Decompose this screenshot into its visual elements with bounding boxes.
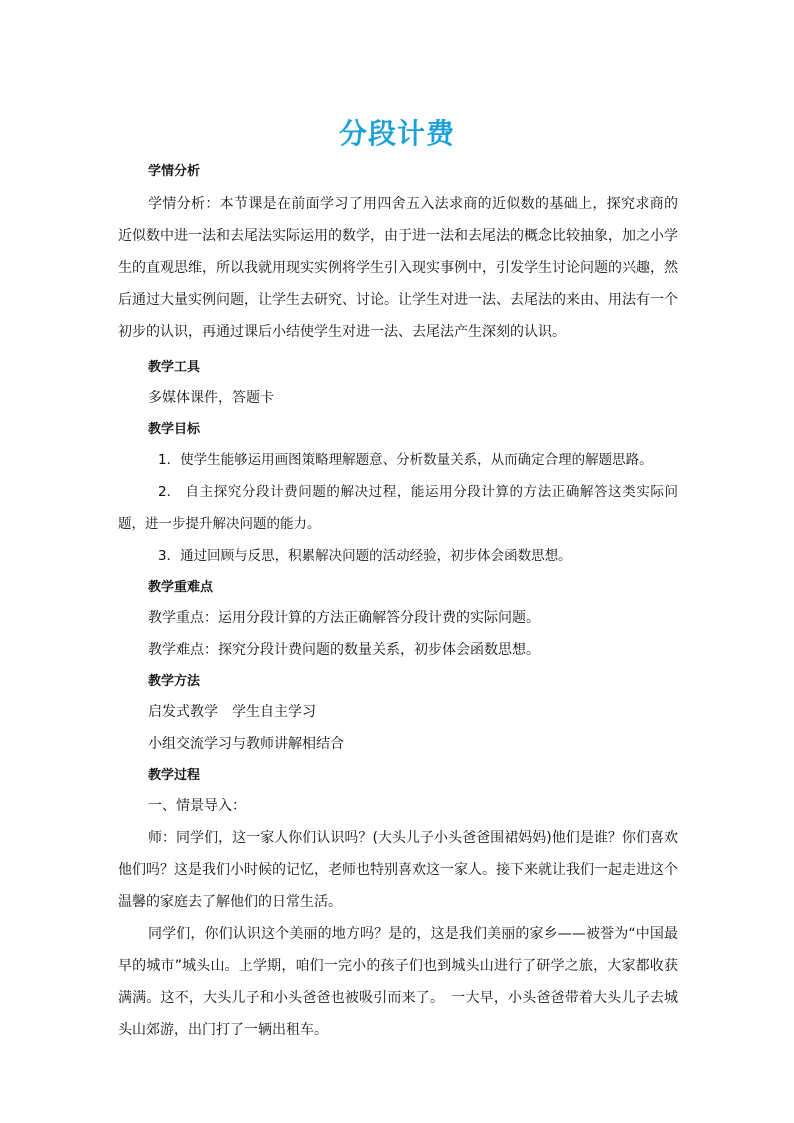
method-1: 启发式教学 学生自主学习 xyxy=(148,704,316,720)
method-2: 小组交流学习与教师讲解相结合 xyxy=(148,736,344,752)
key-point-1: 教学重点：运用分段计算的方法正确解答分段计费的实际问题。 xyxy=(148,610,540,626)
heading-analysis: 学情分析 xyxy=(148,164,201,179)
heading-tools: 教学工具 xyxy=(148,360,201,375)
process-intro-label: 一、情景导入： xyxy=(148,798,246,814)
heading-key-points: 教学重难点 xyxy=(148,580,214,595)
process-paragraph-1: 师：同学们，这一家人你们认识吗？(大头儿子小头爸爸围裙妈妈)他们是谁？你们喜欢他们吗？这是我们小时候的记忆，老师也特别喜欢这一家人。接下来就让我们一起走进这个温馨的家庭去了解他们的日常生活。 xyxy=(118,830,678,910)
document-title: 分段计费 xyxy=(338,117,455,150)
heading-methods: 教学方法 xyxy=(148,674,201,689)
process-paragraph-2: 同学们，你们认识这个美丽的地方吗？是的，这是我们美丽的家乡——被誉为“中国最早的城市”城头山。上学期，咱们一完小的孩子们也到城头山进行了研学之旅，大家都收获满满。这不，大头儿子和小头爸爸也被吸引而来了。 一大早，小头爸爸带着大头儿子去城头山郊游，出门打了一辆出租车。 xyxy=(118,926,678,1038)
document-body xyxy=(118,162,678,1046)
heading-process: 教学过程 xyxy=(148,768,201,783)
goal-item-3: 3．通过回顾与反思，积累解决问题的活动经验，初步体会函数思想。 xyxy=(158,548,572,564)
key-point-2: 教学难点：探究分段计费问题的数量关系，初步体会函数思想。 xyxy=(148,642,540,658)
heading-goals: 教学目标 xyxy=(148,422,201,437)
goal-item-1: 1．使学生能够运用画图策略理解题意、分析数量关系，从而确定合理的解题思路。 xyxy=(158,452,653,468)
analysis-paragraph: 学情分析：本节课是在前面学习了用四舍五入法求商的近似数的基础上，探究求商的近似数中进一法和去尾法实际运用的数学，由于进一法和去尾法的概念比较抽象，加之小学生的直观思维，所以我就用现实实例将学生引入现实事例中，引发学生讨论问题的兴趣，然后通过大量实例问题，让学生去研究、讨论。让学生对进一法、去尾法的来由、用法有一个初步的认识，再通过课后小结使学生对进一法、去尾法产生深刻的认识。 xyxy=(118,196,678,340)
goal-item-2: 2. 自主探究分段计费问题的解决过程，能运用分段计算的方法正确解答这类实际问题，进一步提升解决问题的能力。 xyxy=(118,484,678,532)
tools-text: 多媒体课件，答题卡 xyxy=(148,390,274,406)
